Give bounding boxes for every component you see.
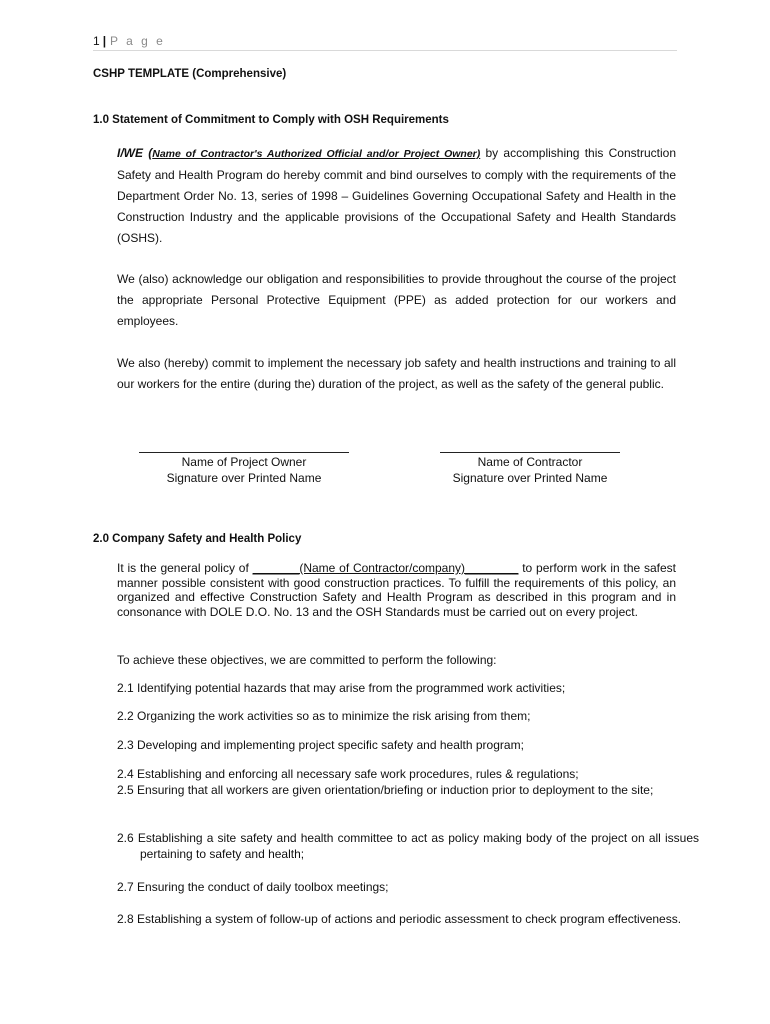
section-1-heading: 1.0 Statement of Commitment to Comply with OSH Requirements bbox=[93, 114, 449, 126]
commitment-paragraph-1-text: by accomplishing this Construction Safety and Health Program do hereby commit and bind ourselves to comply with the requirements of the Department Order No. 13, series of 1998 – Guidelines Governing Occupational Safety and Health in the Construction Industry and the applicable provisions of the Occupational Safety and Health Standards (OSHS). bbox=[117, 146, 676, 245]
policy-item: 2.8 Establishing a system of follow-up of actions and periodic assessment to check program effectiveness. bbox=[117, 912, 682, 926]
owner-signature-caption: Signature over Printed Name bbox=[166, 470, 322, 485]
policy-item: 2.5 Ensuring that all workers are given orientation/briefing or induction prior to deployment to the site; bbox=[117, 783, 654, 797]
policy-item: 2.4 Establishing and enforcing all necessary safe work procedures, rules & regulations; bbox=[117, 767, 579, 781]
page-separator: | bbox=[102, 34, 107, 48]
iwe-label: I/WE ( bbox=[117, 146, 153, 160]
policy-paragraph bbox=[117, 561, 676, 619]
owner-signature-line bbox=[139, 452, 349, 453]
commitment-paragraph-2: We (also) acknowledge our obligation and responsibilities to provide throughout the course of the project the appropriate Personal Protective Equipment (PPE) as added protection for our workers and employees. bbox=[117, 272, 676, 328]
policy-item: 2.2 Organizing the work activities so as to minimize the risk arising from them; bbox=[117, 709, 531, 723]
contractor-signature-block bbox=[430, 452, 630, 486]
section-2-heading: 2.0 Company Safety and Health Policy bbox=[93, 533, 302, 545]
authorized-official-placeholder: Name of Contractor's Authorized Official and/or Project Owner) bbox=[152, 148, 481, 160]
policy-item: 2.7 Ensuring the conduct of daily toolbox meetings; bbox=[117, 880, 389, 894]
policy-lead: It is the general policy of bbox=[117, 561, 253, 575]
contractor-company-placeholder: _______(Name of Contractor/company)________ bbox=[252, 561, 519, 575]
objectives-intro: To achieve these objectives, we are committed to perform the following: bbox=[117, 653, 497, 667]
contractor-name-label: Name of Contractor bbox=[477, 455, 583, 469]
document-title: CSHP TEMPLATE (Comprehensive) bbox=[93, 68, 287, 80]
contractor-signature-line bbox=[440, 452, 620, 453]
commitment-paragraph-3: We also (hereby) commit to implement the necessary job safety and health instructions and training to all our workers for the entire (during the) duration of the project, as well as the safety of the general public. bbox=[117, 356, 676, 391]
page-label: P a g e bbox=[110, 34, 166, 48]
owner-signature-block bbox=[139, 452, 349, 486]
policy-item: 2.3 Developing and implementing project specific safety and health program; bbox=[117, 738, 524, 752]
policy-text: to perform work in the safest manner possible consistent with good construction practices. To fulfill the requirements of this policy, an organized and effective Construction Safety and Health Program as described in this program and in consonance with DOLE D.O. No. 13 and the OSH Standards must be carried out on every project. bbox=[117, 561, 676, 619]
page-number: 1 bbox=[93, 34, 100, 48]
contractor-signature-caption: Signature over Printed Name bbox=[452, 470, 608, 485]
commitment-paragraph-1 bbox=[117, 143, 676, 249]
page-header bbox=[93, 34, 677, 51]
owner-name-label: Name of Project Owner bbox=[181, 455, 307, 469]
policy-item: 2.6 Establishing a site safety and health committee to act as policy making body of the project on all issues pertaining to safety and health; bbox=[117, 831, 699, 861]
policy-item: 2.1 Identifying potential hazards that may arise from the programmed work activities; bbox=[117, 681, 566, 695]
